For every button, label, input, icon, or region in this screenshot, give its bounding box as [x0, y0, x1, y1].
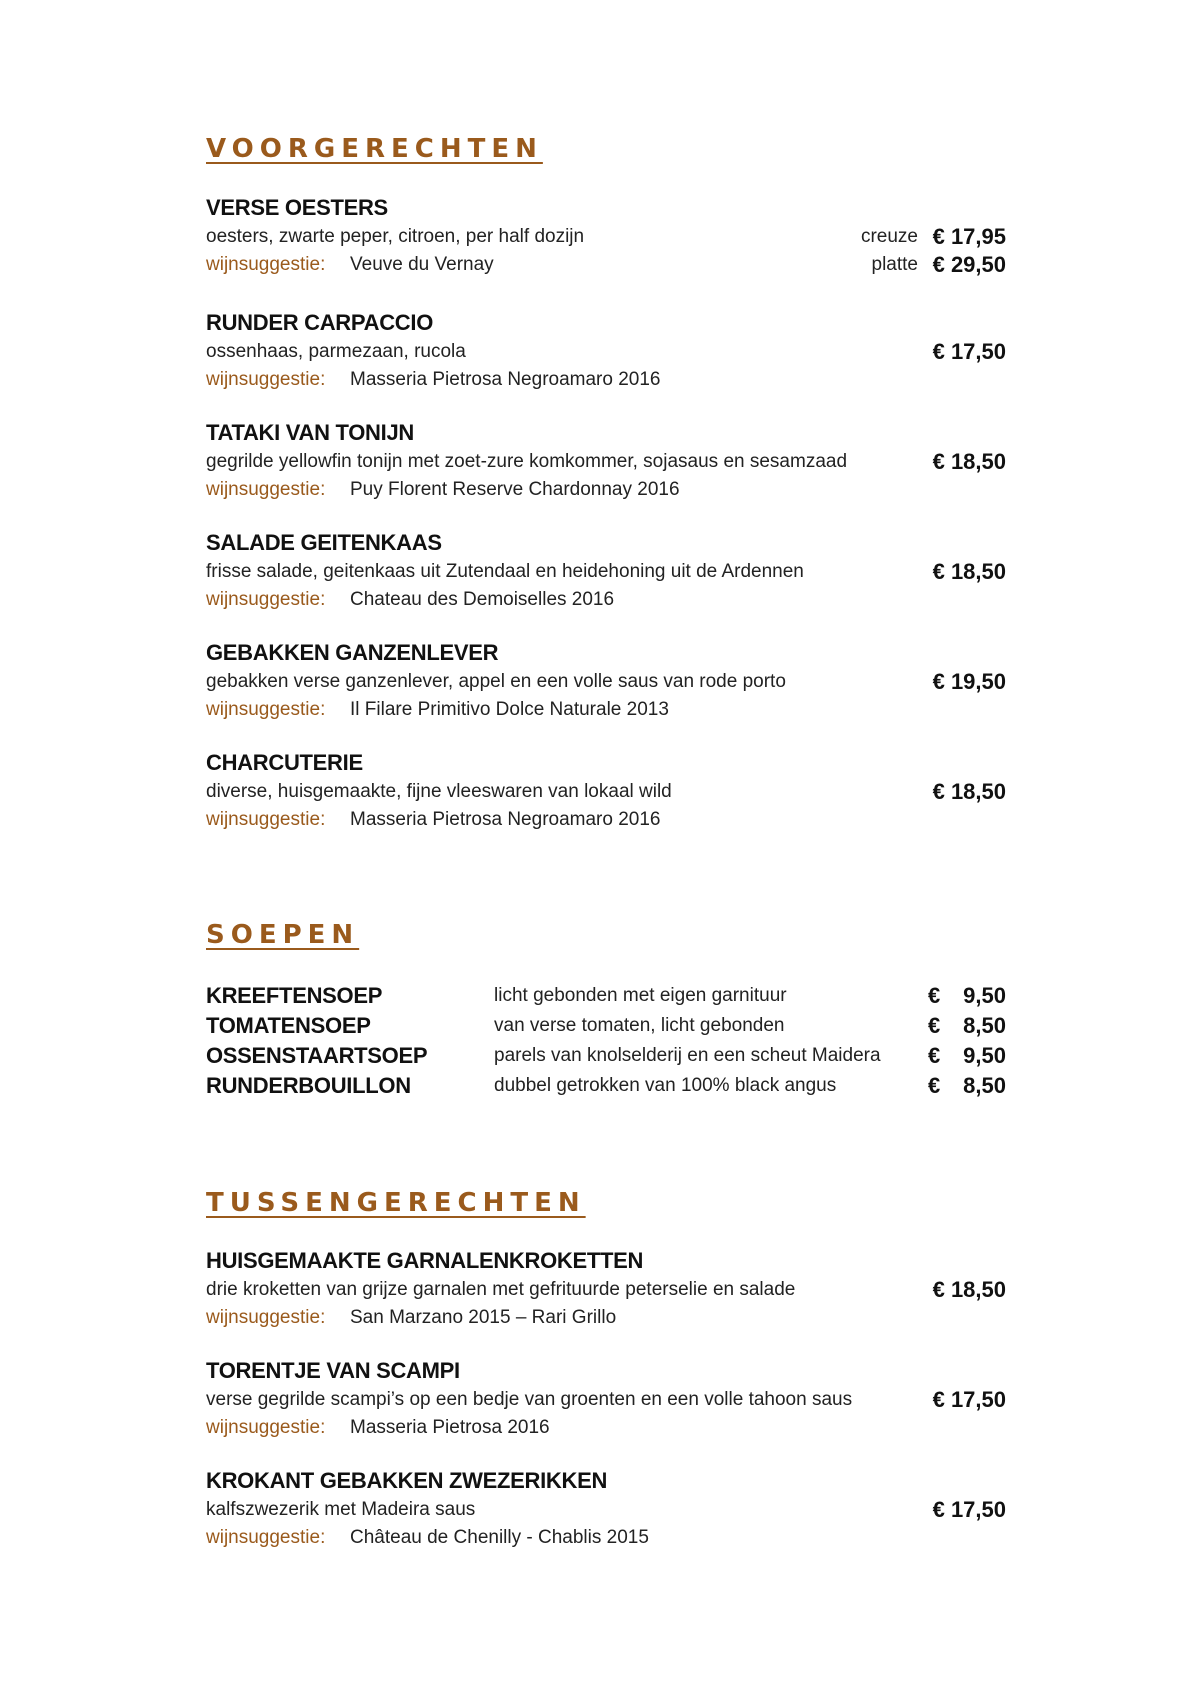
soup-name: TOMATENSOEP — [206, 1013, 371, 1038]
section-title-soepen: SOEPEN — [206, 920, 360, 950]
wine-suggestion-label: wijnsuggestie: — [206, 1527, 326, 1548]
dish-name: KROKANT GEBAKKEN ZWEZERIKKEN — [206, 1468, 608, 1493]
variant-label: creuze — [860, 226, 918, 247]
soup-row — [206, 1041, 1006, 1071]
wine-suggestion-label: wijnsuggestie: — [206, 589, 326, 610]
dish-name: SALADE GEITENKAAS — [206, 530, 442, 555]
dish-description: gebakken verse ganzenlever, appel en een volle saus van rode porto — [206, 671, 786, 692]
dish-krokant-gebakken-zwezerikken — [206, 1466, 1006, 1552]
wine-name: Masseria Pietrosa 2016 — [350, 1417, 550, 1438]
soup-price: 9,50 — [963, 1043, 1006, 1068]
euro-sign: € — [928, 1043, 941, 1068]
dish-description: oesters, zwarte peper, citroen, per half dozijn — [206, 226, 585, 247]
dish-price: € 17,50 — [932, 1387, 1006, 1412]
soup-description: dubbel getrokken van 100% black angus — [494, 1075, 837, 1096]
wine-name: Veuve du Vernay — [350, 254, 494, 275]
variant-label: platte — [871, 254, 918, 275]
wine-name: Il Filare Primitivo Dolce Naturale 2013 — [350, 699, 669, 720]
dish-price: € 19,50 — [932, 669, 1006, 694]
wine-suggestion-label: wijnsuggestie: — [206, 254, 326, 275]
wine-suggestion-label: wijnsuggestie: — [206, 369, 326, 390]
dish-runder-carpaccio — [206, 308, 1006, 394]
wine-suggestion-label: wijnsuggestie: — [206, 479, 326, 500]
dish-verse-oesters — [206, 193, 1006, 279]
dish-price: € 18,50 — [932, 559, 1006, 584]
soup-name: KREEFTENSOEP — [206, 983, 383, 1008]
dish-name: HUISGEMAAKTE GARNALENKROKETTEN — [206, 1248, 644, 1273]
section-title-tussengerechten: TUSSENGERECHTEN — [206, 1188, 586, 1218]
soup-description: licht gebonden met eigen garnituur — [494, 985, 787, 1006]
dish-name: RUNDER CARPACCIO — [206, 310, 434, 335]
dish-name: GEBAKKEN GANZENLEVER — [206, 640, 499, 665]
dish-description: gegrilde yellowfin tonijn met zoet-zure komkommer, sojasaus en sesamzaad — [206, 451, 848, 472]
dish-name: CHARCUTERIE — [206, 750, 363, 775]
soup-price: 8,50 — [963, 1073, 1006, 1098]
dish-price: € 18,50 — [932, 779, 1006, 804]
euro-sign: € — [928, 983, 941, 1008]
dish-price: € 17,50 — [932, 339, 1006, 364]
wine-name: Puy Florent Reserve Chardonnay 2016 — [350, 479, 680, 500]
euro-sign: € — [928, 1013, 941, 1038]
dish-description: diverse, huisgemaakte, fijne vleeswaren van lokaal wild — [206, 781, 672, 802]
soup-price: 9,50 — [963, 983, 1006, 1008]
dish-name: VERSE OESTERS — [206, 195, 388, 220]
wine-suggestion-label: wijnsuggestie: — [206, 1417, 326, 1438]
dish-price: € 18,50 — [932, 449, 1006, 474]
soup-description: van verse tomaten, licht gebonden — [494, 1015, 785, 1036]
dish-tataki-van-tonijn — [206, 418, 1006, 504]
dish-description: drie kroketten van grijze garnalen met gefrituurde peterselie en salade — [206, 1279, 796, 1300]
dish-name: TATAKI VAN TONIJN — [206, 420, 414, 445]
dish-charcuterie — [206, 748, 1006, 834]
soup-row — [206, 1071, 1006, 1101]
variant-price: € 29,50 — [932, 252, 1006, 277]
soup-price: 8,50 — [963, 1013, 1006, 1038]
wine-name: Masseria Pietrosa Negroamaro 2016 — [350, 369, 661, 390]
soup-name: RUNDERBOUILLON — [206, 1073, 411, 1098]
dish-gebakken-ganzenlever — [206, 638, 1006, 724]
wine-name: Chateau des Demoiselles 2016 — [350, 589, 615, 610]
wine-name: Château de Chenilly - Chablis 2015 — [350, 1527, 649, 1548]
wine-suggestion-label: wijnsuggestie: — [206, 699, 326, 720]
wine-name: Masseria Pietrosa Negroamaro 2016 — [350, 809, 661, 830]
wine-suggestion-label: wijnsuggestie: — [206, 809, 326, 830]
dish-description: frisse salade, geitenkaas uit Zutendaal en heidehoning uit de Ardennen — [206, 561, 804, 582]
soup-name: OSSENSTAARTSOEP — [206, 1043, 428, 1068]
dish-salade-geitenkaas — [206, 528, 1006, 614]
dish-description: verse gegrilde scampi’s op een bedje van groenten en een volle tahoon saus — [206, 1389, 853, 1410]
section-title-voorgerechten: VOORGERECHTEN — [206, 134, 543, 164]
soup-row — [206, 1011, 1006, 1041]
wine-name: San Marzano 2015 – Rari Grillo — [350, 1307, 617, 1328]
dish-name: TORENTJE VAN SCAMPI — [206, 1358, 460, 1383]
euro-sign: € — [928, 1073, 941, 1098]
variant-price: € 17,95 — [932, 224, 1006, 249]
dish-garnalenkroketten — [206, 1246, 1006, 1332]
dish-price: € 17,50 — [932, 1497, 1006, 1522]
dish-description: ossenhaas, parmezaan, rucola — [206, 341, 466, 362]
soup-row — [206, 981, 1006, 1011]
dish-torentje-van-scampi — [206, 1356, 1006, 1442]
dish-description: kalfszwezerik met Madeira saus — [206, 1499, 476, 1520]
soup-description: parels van knolselderij en een scheut Maidera — [494, 1045, 881, 1066]
wine-suggestion-label: wijnsuggestie: — [206, 1307, 326, 1328]
dish-price: € 18,50 — [932, 1277, 1006, 1302]
